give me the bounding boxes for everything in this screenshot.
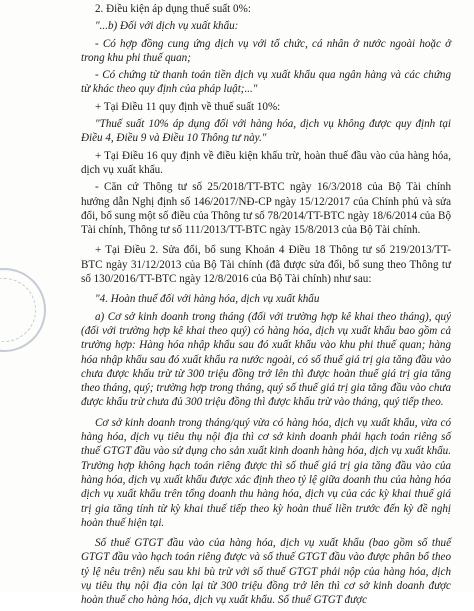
- paragraph-service-contract: - Có hợp đồng cung ứng dịch vụ với tổ chức, cá nhân ở nước ngoài hoặc ở trong khu phi thuế quan;: [81, 37, 451, 64]
- paragraph-export-services-intro: "...b) Đối với dịch vụ xuất khẩu:: [95, 20, 239, 33]
- red-stamp-seal: [0, 268, 46, 352]
- paragraph-condition-heading: 2. Điều kiện áp dụng thuế suất 0%:: [95, 3, 251, 15]
- document-body: [81, 2, 451, 611]
- paragraph-section-4-heading: "4. Hoàn thuế đối với hàng hóa, dịch vụ xuất khẩu: [95, 293, 320, 306]
- paragraph-article-11: + Tại Điều 11 quy định về thuế suất 10%:: [95, 100, 281, 113]
- paragraph-payment-documents: - Có chứng từ thanh toán tiền dịch vụ xuất khẩu qua ngân hàng và các chứng từ khác theo quy định của pháp luật;...": [81, 69, 451, 96]
- paragraph-mixed-business: Cơ sở kinh doanh trong tháng/quý vừa có hàng hóa, dịch vụ xuất khẩu, vừa có hàng hóa, dịch vụ tiêu thụ nội địa thì cơ sở kinh doanh phải hạch toán riêng số thuế GTGT đầu vào sử dụng cho sản xuất kinh doanh hàng hóa, dịch vụ xuất khẩu. Trường hợp không hạch toán riêng được thì số thuế giá trị gia tăng đầu vào của hàng hóa, dịch vụ xuất khẩu được xác định theo tỷ lệ giữa doanh thu của hàng hóa dịch vụ xuất khẩu trên tổng doanh thu hàng hóa, dịch vụ của các kỳ khai thuế giá trị gia tăng tính từ kỳ khai thuế tiếp theo kỳ hoàn thuế liền trước đến kỳ đề nghị hoàn thuế hiện tại.: [81, 416, 451, 529]
- paragraph-input-vat-export: Số thuế GTGT đầu vào của hàng hóa, dịch vụ xuất khẩu (bao gồm số thuế GTGT đầu vào hạch toán riêng được và số thuế GTGT đầu vào được phân bổ theo tỷ lệ nêu trên) nếu sau khi bù trừ với số thuế GTGT phải nộp của hàng hóa, dịch vụ tiêu thụ nội địa còn lại từ 300 triệu đồng trở lên thì cơ sở kinh doanh được hoàn thuế cho hàng hóa, dịch vụ xuất khẩu. Số thuế GTGT được: [81, 537, 451, 607]
- paragraph-article-2-amendment: + Tại Điều 2. Sửa đổi, bổ sung Khoản 4 Điều 18 Thông tư số 219/2013/TT-BTC ngày 31/12/2013 của Bộ Tài chính (đã được sửa đổi, bổ sung theo Thông tư số 130/2016/TT-BTC ngày 12/8/2016 của Bộ Tài chính) như sau:: [81, 244, 451, 286]
- paragraph-article-16: + Tại Điều 16 quy định về điều kiện khấu trừ, hoàn thuế đầu vào của hàng hóa, dịch vụ xuất khẩu.: [81, 149, 451, 176]
- paragraph-circular-25-2018: - Căn cứ Thông tư số 25/2018/TT-BTC ngày 16/3/2018 của Bộ Tài chính hướng dẫn Nghị định số 146/2017/NĐ-CP ngày 15/12/2017 của Chính phủ và sửa đổi, bổ sung một số điều của Thông tư số 78/2014/TT-BTC ngày 18/6/2014 của Bộ Tài chính, Thông tư số 111/2013/TT-BTC ngày 15/8/2013 của Bộ Tài chính.: [81, 181, 451, 237]
- paragraph-tax-10-percent: "Thuế suất 10% áp dụng đối với hàng hóa, dịch vụ không được quy định tại Điều 4, Điều 9 và Điều 10 Thông tư này.": [81, 118, 451, 145]
- paragraph-section-4a: a) Cơ sở kinh doanh trong tháng (đối với trường hợp kê khai theo tháng), quý (đối với trường hợp kê khai theo quý) có hàng hóa, dịch vụ xuất khẩu bao gồm cả trường hợp: Hàng hóa nhập khẩu sau đó xuất khẩu vào khu phi thuế quan; hàng hóa nhập khẩu sau đó xuất khẩu ra nước ngoài, có số thuế giá trị gia tăng đầu vào chưa được khấu trừ từ 300 triệu đồng trở lên thì được hoàn thuế giá trị gia tăng theo tháng, quý; trường hợp trong tháng, quý số thuế giá trị gia tăng đầu vào chưa được khấu trừ chưa đủ 300 triệu đồng thì được khấu trừ vào tháng, quý tiếp theo.: [81, 310, 451, 409]
